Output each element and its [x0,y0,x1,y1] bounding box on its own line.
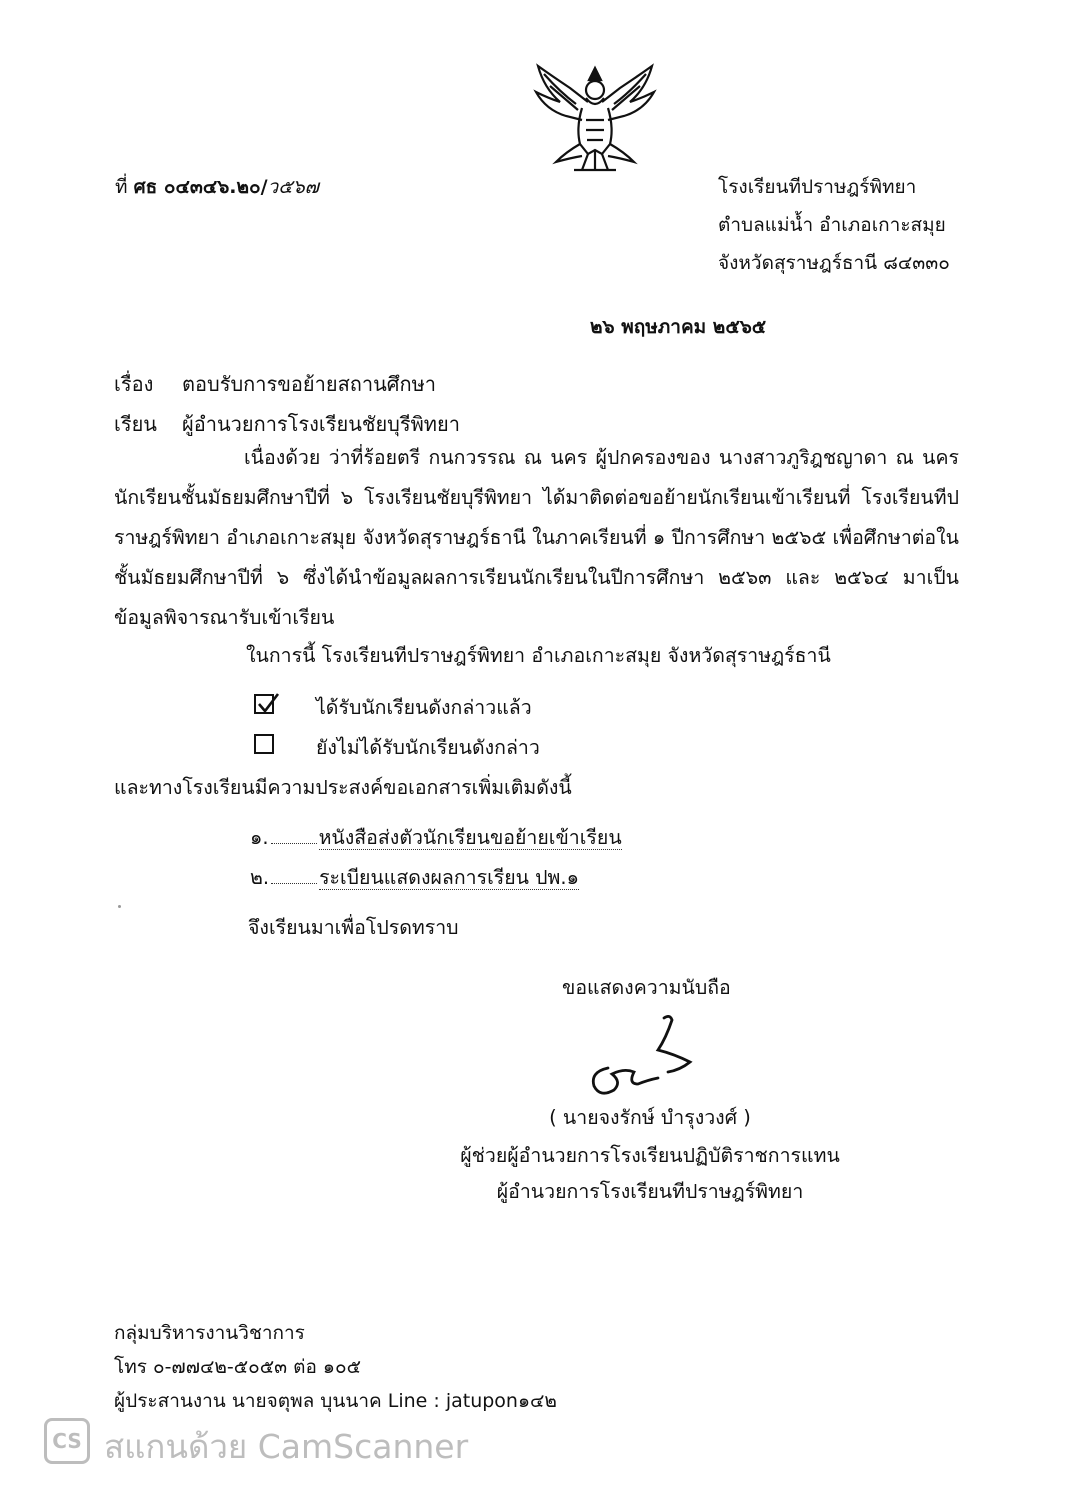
document-item [250,822,622,853]
signer-position-1: ผู้ช่วยผู้อำนวยการโรงเรียนปฏิบัติราชการแทน [460,1144,840,1167]
reference-number [115,172,319,202]
address-line-1: ตำบลแม่น้ำ อำเภอเกาะสมุย [718,214,946,236]
handwritten-signature [588,1010,698,1100]
footer-department: กลุ่มบริหารงานวิชาการ [114,1322,305,1344]
subject-text: ตอบรับการขอย้ายสถานศึกษา [182,372,437,396]
camscanner-watermark: สแกนด้วย CamScanner [104,1427,469,1466]
school-name: โรงเรียนทีปราษฎร์พิทยา [718,176,917,198]
letter-date: ๒๖ พฤษภาคม ๒๕๖๕ [590,316,767,338]
closing-text: จึงเรียนมาเพื่อโปรดทราบ [248,916,459,939]
not-accepted-option-label: ยังไม่ได้รับนักเรียนดังกล่าว [316,736,540,759]
body-paragraph-1 [114,438,959,638]
documents-intro: และทางโรงเรียนมีความประสงค์ขอเอกสารเพิ่มเติมดังนี้ [114,776,572,799]
check-icon [256,692,282,718]
recipient-text: ผู้อำนวยการโรงเรียนชัยบุรีพิทยา [182,412,460,436]
reference-label: ที่ [115,176,128,198]
body-paragraph-2: ในการนี้ โรงเรียนทีปราษฎร์พิทยา อำเภอเกาะสมุย จังหวัดสุราษฎร์ธานี [246,644,831,667]
document-number: ๑. [250,826,269,849]
subject-label: เรื่อง [114,372,154,396]
reference-handwritten-suffix: ว๕๖๗ [267,176,319,198]
body-paragraph-1-text: เนื่องด้วย ว่าที่ร้อยตรี กนกวรรณ ณ นคร ผู้ปกครองของ นางสาวภูริฎชญาดา ณ นคร นักเรียนชั้นมัธยมศึกษาปีที่ ๖ โรงเรียนชัยบุรีพิทยา ได้มาติดต่อขอย้ายนักเรียนเข้าเรียนที่ โรงเรียนทีปราษฎร์พิทยา อำเภอเกาะสมุย จังหวัดสุราษฎร์ธานี ในภาคเรียนที่ ๑ ปีการศึกษา ๒๕๖๕ เพื่อศึกษาต่อในชั้นมัธยมศึกษาปีที่ ๖ ซึ่งได้นำข้อมูลผลการเรียนนักเรียนในปีการศึกษา ๒๕๖๓ และ ๒๕๖๔ มาเป็นข้อมูลพิจารณารับเข้าเรียน [114,446,959,629]
footer-phone: โทร ๐-๗๗๔๒-๕๐๕๓ ต่อ ๑๐๕ [114,1356,361,1378]
salutation: ขอแสดงความนับถือ [562,976,731,999]
accepted-checkbox[interactable] [254,694,274,714]
address-line-2: จังหวัดสุราษฎร์ธานี ๘๔๓๓๐ [718,252,950,274]
document-number: ๒. [250,866,270,889]
signer-name: ( นายจงรักษ์ บำรุงวงศ์ ) [549,1106,751,1129]
document-text: หนังสือส่งตัวนักเรียนขอย้ายเข้าเรียน [318,826,622,849]
garuda-emblem-icon [530,58,660,176]
accepted-option-label: ได้รับนักเรียนดังกล่าวแล้ว [316,696,532,719]
camscanner-logo-icon: CS [44,1418,90,1464]
footer-coordinator: ผู้ประสานงาน นายจตุพล บุนนาค Line : jatupon๑๔๒ [114,1390,557,1412]
document-item [250,862,579,893]
signer-position-2: ผู้อำนวยการโรงเรียนทีปราษฎร์พิทยา [496,1180,804,1203]
recipient-label: เรียน [114,412,157,436]
scan-speck [118,905,121,908]
reference-code: ศธ ๐๔๓๔๖.๒๐/ [133,176,268,198]
not-accepted-checkbox[interactable] [254,734,274,754]
document-text: ระเบียนแสดงผลการเรียน ปพ.๑ [319,866,579,889]
